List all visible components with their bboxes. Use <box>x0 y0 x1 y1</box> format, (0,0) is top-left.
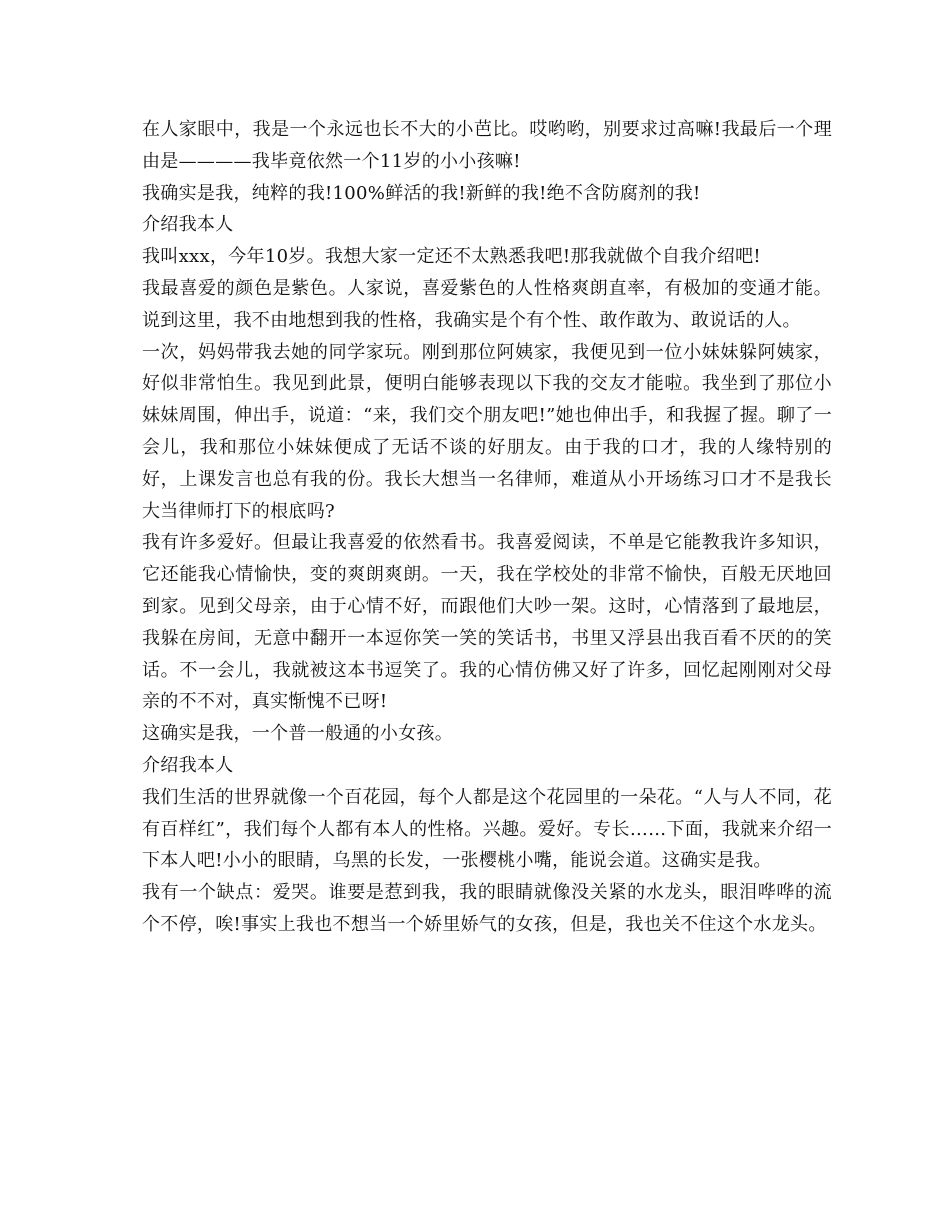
document-body <box>142 114 832 941</box>
paragraph: 这确实是我，一个普一般通的小女孩。 <box>142 723 454 745</box>
paragraph: 我有许多爱好。但最让我喜爱的依然看书。我喜爱阅读，不单是它能教我许多知识，它还能我心情愉快，变的爽朗爽朗。一天，我在学校处的非常不愉快，百般无厌地回到家。见到父母亲，由于心情不好，而跟他们大吵一架。这时，心情落到了最地层，我躲在房间，无意中翻开一本逗你笑一笑的笑话书，书里又浮县出我百看不厌的的笑话。不一会儿，我就被这本书逗笑了。我的心情仿佛又好了许多，回忆起刚刚对父母亲的不不对，真实惭愧不已呀! <box>142 532 832 713</box>
paragraph: 我们生活的世界就像一个百花园，每个人都是这个花园里的一朵花。“人与人不同，花有百样红”，我们每个人都有本人的性格。兴趣。爱好。专长……下面，我就来介绍一下本人吧!小小的眼睛，乌黑的长发，一张樱桃小嘴，能说会道。这确实是我。 <box>142 786 832 872</box>
paragraph: 我有一个缺点：爱哭。谁要是惹到我，我的眼睛就像没关紧的水龙头，眼泪哗哗的流个不停，唉!事实上我也不想当一个娇里娇气的女孩，但是，我也关不住这个水龙头。 <box>142 882 832 935</box>
paragraph: 我最喜爱的颜色是紫色。人家说，喜爱紫色的人性格爽朗直率，有极加的变通才能。说到这里，我不由地想到我的性格，我确实是个有个性、敢作敢为、敢说话的人。 <box>142 277 832 331</box>
paragraph: 在人家眼中，我是一个永远也长不大的小芭比。哎哟哟，别要求过高嘛!我最后一个理由是————我毕竟依然一个11岁的小小孩嘛! <box>142 119 832 172</box>
paragraph: 一次，妈妈带我去她的同学家玩。刚到那位阿姨家，我便见到一位小妹妹躲阿姨家，好似非常怕生。我见到此景，便明白能够表现以下我的交友才能啦。我坐到了那位小妹妹周围，伸出手，说道：“来，我们交个朋友吧!”她也伸出手，和我握了握。聊了一会儿，我和那位小妹妹便成了无话不谈的好朋友。由于我的口才，我的人缘特别的好，上课发言也总有我的份。我长大想当一名律师，难道从小开场练习口才不是我长大当律师打下的根底吗? <box>142 341 832 522</box>
section-heading: 介绍我本人 <box>142 754 234 776</box>
section-heading: 介绍我本人 <box>142 214 234 236</box>
paragraph: 我叫xxx，今年10岁。我想大家一定还不太熟悉我吧!那我就做个自我介绍吧! <box>142 246 761 268</box>
paragraph: 我确实是我，纯粹的我!100%鲜活的我!新鲜的我!绝不含防腐剂的我! <box>142 182 701 204</box>
